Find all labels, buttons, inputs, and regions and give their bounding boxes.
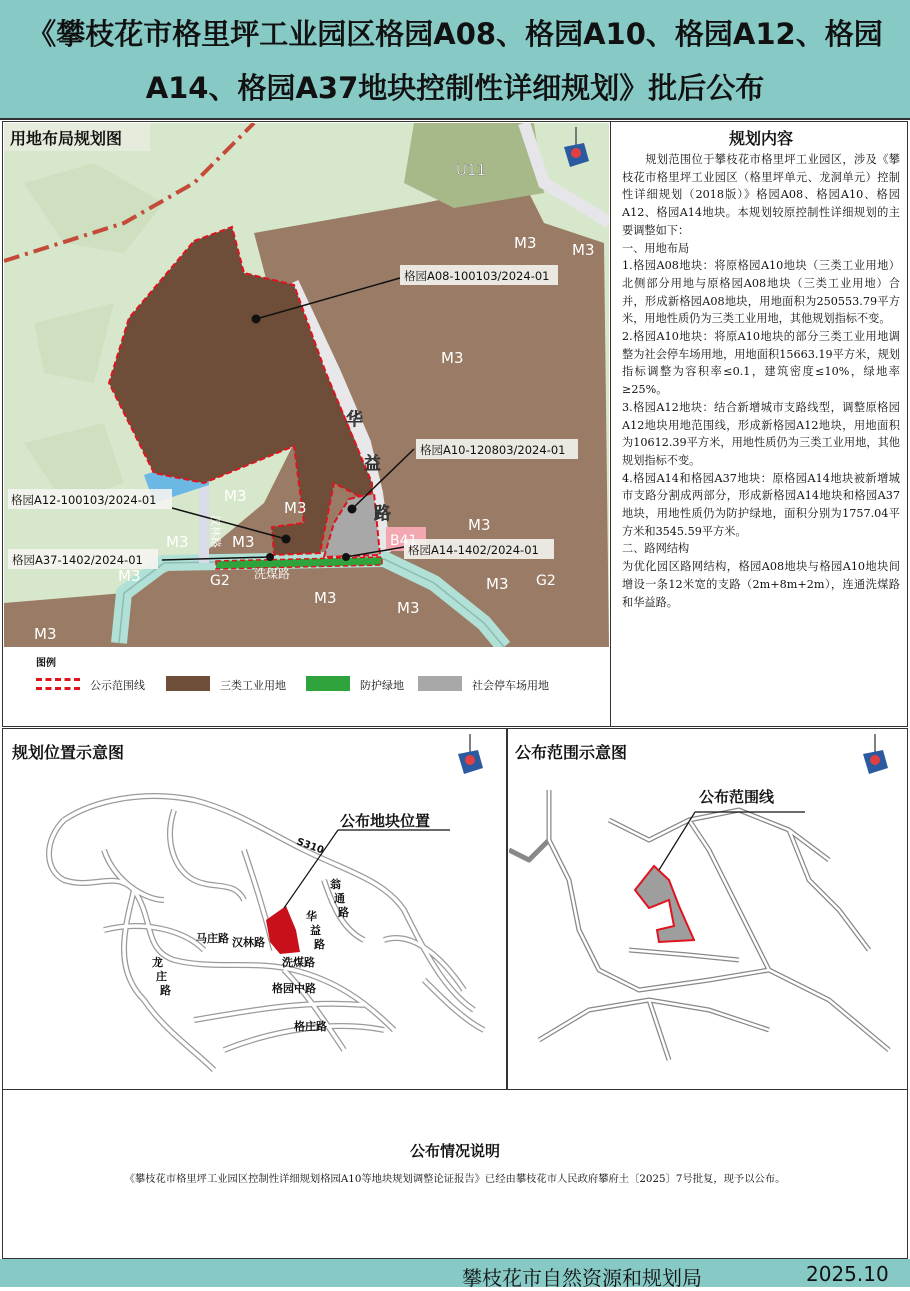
zone-label-m3: M3: [34, 625, 57, 643]
zone-label-m3: M3: [397, 599, 420, 617]
scope-map[interactable]: [509, 730, 906, 1088]
zone-label-m3: M3: [284, 499, 307, 517]
road-label-huayi-2: 益: [310, 924, 321, 937]
zone-label-m3: M3: [468, 516, 491, 534]
north-arrow-icon: [458, 734, 483, 774]
road-label-hanlin: 汉林路: [232, 936, 265, 949]
notice-section: [0, 1090, 910, 1260]
road-label-gezhuang: 格庄路: [294, 1020, 327, 1033]
zone-label-m3: M3: [166, 533, 189, 551]
road-label-wengtong-3: 路: [338, 906, 349, 919]
road-label-longzhuang-3: 路: [160, 984, 171, 997]
plan-heading-roads: 二、路网结构: [622, 542, 690, 556]
land-use-map-title: 用地布局规划图: [10, 129, 123, 148]
zone-label-m3: M3: [118, 567, 141, 585]
zone-label-m3: M3: [224, 487, 247, 505]
label-a14: 格园A14-1402/2024-01: [408, 543, 539, 557]
road-network: [49, 796, 484, 1070]
header-banner: [0, 0, 910, 120]
land-use-map[interactable]: [4, 123, 609, 647]
road-label-huayi-1: 华: [306, 910, 317, 923]
plan-paragraph-a08: 1.格园A08地块：将原格园A10地块（三类工业用地）北侧部分用地与原格园A08地块（三类工业用地）合并，形成新格园A08地块，用地面积为250553.79平方米，用地性质仍为三类工业用地，其他规划指标不变。: [622, 259, 900, 326]
location-map[interactable]: [4, 730, 505, 1088]
plan-paragraph-intro: 规划范围位于攀枝花市格里坪工业园区，涉及《攀枝花市格里坪工业园区（格里坪单元、龙洞单元）控制性详细规划（2018版）》格园A08、格园A10、格园A12、格园A14地块。本规划较原控制性详细规划的主要调整如下：: [622, 153, 900, 237]
zone-label-m3: M3: [486, 575, 509, 593]
road-label-s310: S310: [294, 836, 326, 857]
road-label-longzhuang-1: 龙: [152, 956, 163, 969]
dot-a12: [282, 535, 291, 544]
road-label-xiyou: 洗煤路: [282, 956, 315, 969]
zone-label-m3: M3: [314, 589, 337, 607]
legend-title: 图例: [36, 658, 56, 669]
legend-label-green: 防护绿地: [360, 679, 404, 692]
plan-heading-landuse: 一、用地布局: [622, 241, 690, 255]
page-title-line-2: A14、格园A37地块控制性详细规划》批后公布: [145, 71, 765, 105]
legend-swatch-industrial: [166, 676, 210, 691]
plan-content-title: 规划内容: [728, 129, 793, 148]
scope-road-network-inner: [539, 790, 889, 1060]
north-arrow-icon: [863, 734, 888, 774]
legend-swatch-parking: [418, 676, 462, 691]
dot-a14: [342, 553, 350, 561]
road-label-lu: 路: [374, 504, 391, 524]
plan-paragraph-a12: 3.格园A12地块：结合新增城市支路线型，调整原格园A12地块用地范围线，形成新格园A12地块，用地面积为10612.39平方米，用地性质仍为三类工业用地，其他规划指标不变。: [622, 400, 900, 467]
zone-label-m3: M3: [441, 349, 464, 367]
road-label-hua: 华: [346, 410, 363, 430]
legend-label-industrial: 三类工业用地: [220, 679, 286, 692]
plan-content-panel: [612, 122, 908, 726]
scope-map-title: 公布范围示意图: [515, 743, 628, 762]
road-label-hanlin: 汉林路: [209, 515, 222, 548]
zone-label-m3: M3: [232, 533, 255, 551]
legend-label-boundary: 公示范围线: [90, 679, 145, 692]
plan-paragraph-a10: 2.格园A10地块：将原A10地块的部分三类工业用地调整为社会停车场用地，用地面积15663.19平方米，规划指标调整为容积率≤0.1，建筑密度≤10%，绿地率≥25%。: [622, 330, 900, 397]
zone-label-m3: M3: [572, 241, 595, 259]
map-legend: [6, 648, 606, 724]
road-label-xiyou: 洗煤路: [254, 567, 291, 581]
location-map-title: 规划位置示意图: [12, 743, 125, 762]
footer-org: 攀枝花市自然资源和规划局: [462, 1266, 702, 1290]
zone-label-g2: G2: [210, 573, 230, 589]
road-label-geyuanzhong: 格园中路: [272, 982, 316, 995]
legend-label-parking: 社会停车场用地: [472, 679, 549, 692]
callout-scope-line: 公布范围线: [699, 788, 775, 806]
road-label-yi: 益: [364, 454, 381, 474]
road-label-mazhuang: 马庄路: [196, 932, 229, 945]
dot-a10: [348, 505, 357, 514]
road-label-wengtong-2: 通: [334, 892, 345, 905]
label-a12: 格园A12-100103/2024-01: [11, 493, 157, 507]
label-a37: 格园A37-1402/2024-01: [12, 553, 143, 567]
notice-text: 《攀枝花市格里坪工业园区控制性详细规划格园A10等地块规划调整论证报告》已经由攀枝花市人民政府攀府土〔2025〕7号批复，现予以公布。: [124, 1173, 786, 1185]
page-title-line-1: 《攀枝花市格里坪工业园区格园A08、格园A10、格园A12、格园: [27, 17, 883, 51]
plan-paragraph-roads: 为优化园区路网结构，格园A08地块与格园A10地块间增设一条12米宽的支路（2m+8m+2m），连通洗煤路和华益路。: [622, 560, 900, 609]
label-a08: 格园A08-100103/2024-01: [404, 269, 550, 283]
legend-swatch-green: [306, 676, 350, 691]
label-a10: 格园A10-120803/2024-01: [420, 443, 566, 457]
zone-label-m3: M3: [514, 234, 537, 252]
dot-a37: [266, 553, 274, 561]
callout-parcel-location: 公布地块位置: [340, 812, 431, 830]
road-label-huayi-3: 路: [314, 938, 325, 951]
legend-swatch-boundary: [36, 678, 80, 690]
scope-callout-leader: [659, 812, 695, 870]
published-scope-boundary[interactable]: [635, 866, 695, 942]
footer-date: 2025.10: [806, 1262, 889, 1286]
road-label-longzhuang-2: 庄: [156, 970, 167, 983]
scope-road-network: [509, 790, 889, 1060]
footer-bar: [0, 1259, 910, 1290]
plan-paragraph-a14-a37: 4.格园A14和格园A37地块：原格园A14地块被新增城市支路分割成两部分，形成新格园A14地块和格园A37地块，用地性质仍为防护绿地，面积分别为1757.04平方米和3545.59平方米。: [622, 471, 900, 538]
dot-a08: [252, 315, 261, 324]
road-label-wengtong-1: 翁: [330, 878, 341, 891]
notice-title: 公布情况说明: [409, 1142, 500, 1160]
zone-label-u11: U11: [456, 161, 487, 179]
zone-label-b41: B41: [390, 533, 418, 549]
zone-label-g2: G2: [536, 573, 556, 589]
